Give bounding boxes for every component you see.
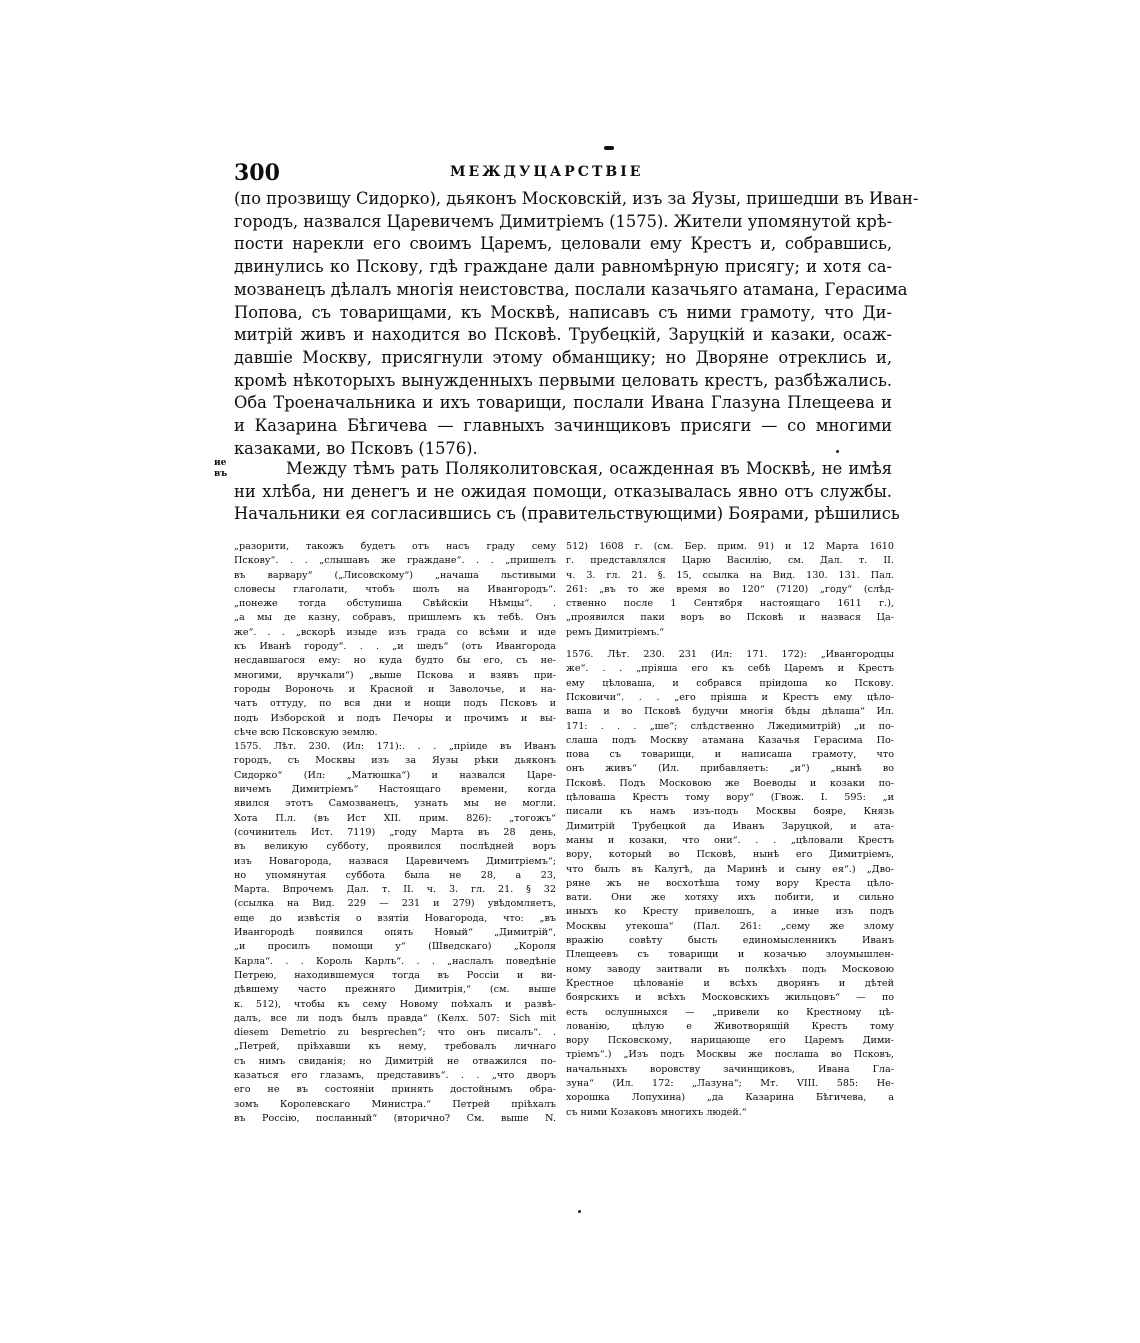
footnote-line: пова съ товарищи, и написаша грамоту, что xyxy=(566,749,894,761)
footnote-line: ряне жъ не восхотѣша тому вору Креста цѣло- xyxy=(566,877,894,889)
footnote-line: Димитрій Трубецкой да Иванъ Заруцкой, и ата- xyxy=(566,820,894,832)
footnote-line: же“. . . „пріяша его къ себѣ Царемъ и Крестъ xyxy=(566,663,894,675)
footnote-line: „разорити, такожъ будетъ отъ насъ граду сему xyxy=(234,541,556,552)
paragraph-line: пости нарекли его своимъ Царемъ, целовали ему Крестъ и, собравшись, xyxy=(234,234,892,254)
running-title: МЕЖДУЦАРСТВІЕ xyxy=(450,164,644,180)
footnote-line: лованію, цѣлую е Животворящій Крестъ тому xyxy=(566,1020,894,1032)
footnote-line: Пскову“. . . „слышавъ же граждане“. . . „пришелъ xyxy=(234,555,556,567)
footnote-line: „Петрей, пріѣхавши къ нему, требовалъ личнаго xyxy=(234,1041,556,1053)
footnote-line: г. представлялся Царю Василію, см. Дал. т. II. xyxy=(566,555,894,567)
footnote-line: Хота П.л. (въ Ист XII. прим. 826): „тогожъ“ xyxy=(234,812,556,824)
footnote-line: цѣловаша Крестъ тому вору“ (Гвож. I. 595: „и xyxy=(566,792,894,804)
footnote-line: ремъ Димитріемъ.“ xyxy=(566,626,665,638)
footnote-line: въ варвару“ („Лисовскому“) „начаша льстивыми xyxy=(234,569,556,581)
footnote-line: многими, вручкали“) „выше Пскова и взявъ при- xyxy=(234,669,556,681)
footnote-line: еще до извѣстія о взятіи Новагорода, что: „въ xyxy=(234,912,556,924)
paragraph-line: Оба Троеначальника и ихъ товарищи, послали Ивана Глазуна Плещеева и xyxy=(234,393,892,413)
footnote-line: ваша и во Псковѣ будучи многія бѣды дѣлаша“ Ил. xyxy=(566,706,894,718)
footnote-line: „проявился паки воръ во Псковѣ и назвася Ца- xyxy=(566,612,894,624)
footnote-line: далъ, все ли подъ былъ правда“ (Келх. 507: Sich mit xyxy=(234,1012,556,1024)
footnote-line: словесы глаголати, чтобъ шолъ на Ивангородъ“. xyxy=(234,583,556,595)
page-number: 300 xyxy=(234,160,280,186)
margin-note: ие въ xyxy=(214,458,228,479)
footnote-line: Псковичи“. . . „его пріяша и Крестъ ему цѣло- xyxy=(566,691,894,703)
footnote-line: вати. Они же хотяху ихъ побити, и сильно xyxy=(566,892,894,904)
footnote-line: вору Псковскому, нарицающе его Царемъ Дими- xyxy=(566,1035,894,1047)
footnote-line: к. 512), чтобы къ сему Новому поѣхалъ и развѣ- xyxy=(234,998,556,1010)
page-header xyxy=(234,160,892,190)
footnote-line: хорошка Лопухина) „да Казарина Бѣгичева, а xyxy=(566,1092,894,1104)
speck xyxy=(578,1210,581,1213)
paragraph-line: городъ, назвался Царевичемъ Димитріемъ (1575). Жители упомянутой крѣ- xyxy=(234,211,893,231)
footnote-line: дѣвшему часто прежняго Димитрія,“ (см. выше xyxy=(234,984,556,996)
footnote-line: 171: . . . „ше“; слѣдственно Лжедимитрій) „и по- xyxy=(566,720,894,732)
footnote-line: но упомянутая суббота была не 28, а 23, xyxy=(234,869,556,881)
footnotes-left-column xyxy=(234,540,556,1126)
footnote-line: (ссылка на Вид. 229 — 231 и 279) увѣдомляетъ, xyxy=(234,898,556,910)
footnote-line: что былъ въ Калугѣ, да Маринѣ и сыну ея“.) „Дво- xyxy=(566,863,894,875)
footnote-line: вичемъ Димитріемъ“ Настоящаго времени, когда xyxy=(234,784,556,796)
footnote-line: вору, который во Псковѣ, нынѣ его Димитріемъ, xyxy=(566,849,894,861)
footnote-line: же“. . . „вскорѣ изыде изъ града со всѣми и иде xyxy=(234,626,556,638)
footnote-line: Петрею, находившемуся тогда въ Россіи и ви- xyxy=(234,969,556,981)
main-paragraph-1 xyxy=(234,188,919,460)
footnote-line: вражію совѣту бысть единомысленникъ Иванъ xyxy=(566,935,894,947)
footnote-line: Ивангородѣ появился опять Новый“ „Димитрій“, xyxy=(234,927,556,939)
footnote-line: ч. 3. гл. 21. §. 15, ссылка на Вид. 130. 131. Пал. xyxy=(566,569,894,581)
footnote-line: начальныхъ воровству зачинщиковъ, Ивана Гла- xyxy=(566,1063,894,1075)
footnotes-right-column xyxy=(566,540,894,1120)
footnote-line: Крестное цѣлованіе и всѣхъ дворянъ и дѣтей xyxy=(566,977,894,989)
footnote-line: онъ живъ“ (Ил. прибавляетъ: „и“) „нынѣ во xyxy=(566,763,894,775)
speck xyxy=(836,450,839,453)
footnote-line: съ нимъ свиданія; но Димитрій не отважился по- xyxy=(234,1055,556,1067)
paragraph-line: казаками, во Псковъ (1576). xyxy=(234,438,478,458)
footnote-line: зомъ Королевскаго Министра.“ Петрей пріѣхалъ xyxy=(234,1098,556,1110)
footnote-line: есть ослушныхся — „привели ко Крестному цѣ- xyxy=(566,1006,894,1018)
footnote-line: изъ Новагорода, назвася Царевичемъ Димитріемъ“; xyxy=(234,855,556,867)
footnote-line: Псковѣ. Подъ Московою же Воеводы и козаки по- xyxy=(566,777,894,789)
footnote-line: 1575. Лѣт. 230. (Ил: 171):. . . „пріиде въ Иванъ xyxy=(234,741,556,753)
paragraph-line: давшіе Москву, присягнули этому обманщику; но Дворяне отреклись и, xyxy=(234,347,892,367)
footnote-line: 261: „въ то же время во 120“ (7120) „году“ (слѣд- xyxy=(566,583,894,595)
footnote-line: Сидорко“ (Ил: „Матюшка“) и назвался Царе- xyxy=(234,769,556,781)
paragraph-line: двинулись ко Пскову, гдѣ граждане дали равномѣрную присягу; и хотя са- xyxy=(234,257,892,277)
footnote-line: маны и козаки, что они“. . . „цѣловали Крестъ xyxy=(566,834,894,846)
paragraph-line: кромѣ нѣкоторыхъ вынужденныхъ первыми целовать крестъ, разбѣжались. xyxy=(234,370,892,390)
footnote-line: въ великую субботу, проявился послѣдней воръ xyxy=(234,841,556,853)
footnote-line: 512) 1608 г. (см. Бер. прим. 91) и 12 Марта 1610 xyxy=(566,541,894,552)
footnote-line: (сочинитель Ист. 7119) „году Марта въ 28 день, xyxy=(234,826,556,838)
footnote-line: тріемъ“.) „Изъ подъ Москвы же послаша во Псковъ, xyxy=(566,1049,894,1061)
footnote-line: Марта. Впрочемъ Дал. т. II. ч. 3. гл. 21. § 32 xyxy=(234,884,556,896)
footnote-line: ственно после 1 Сентября настоящаго 1611 г.), xyxy=(566,598,894,610)
footnote-line: явился этотъ Самозванецъ, узнать мы не могли. xyxy=(234,798,556,810)
footnote-line: къ Иванѣ городу“. . . „и шедъ“ (отъ Ивангорода xyxy=(234,641,556,653)
footnote-line: писали къ намъ изъ-подъ Москвы бояре, Князь xyxy=(566,806,894,818)
footnote-line: несдавшагося ему: но куда будто бы его, съ не- xyxy=(234,655,556,667)
footnote-line: зуна“ (Ил. 172: „Лазуна“; Мт. VIII. 585: Не- xyxy=(566,1077,894,1089)
footnote-line: ему цѣловаша, и собрався пріидоша ко Пскову. xyxy=(566,677,894,689)
footnote-line: Плещеевъ съ товарищи и козачью злоумышлен- xyxy=(566,949,894,961)
footnote-line: Карла“. . . Король Карлъ“. . . „наслалъ поведѣніе xyxy=(234,955,556,967)
top-mark xyxy=(604,146,614,150)
footnote-line: „а мы де казну, собравъ, пришлемъ къ тебѣ. Онъ xyxy=(234,612,556,624)
paragraph-line: (по прозвищу Сидорко), дьяконъ Московскій, изъ за Яузы, пришедши въ Иван- xyxy=(234,189,919,208)
footnote-line: городы Вороночь и Красной и Заволочье, и на- xyxy=(234,683,556,695)
main-paragraph-2 xyxy=(234,458,900,526)
footnote-line: „понеже тогда обступиша Свѣйскіи Нѣмцы“. . xyxy=(234,598,556,610)
footnote-line: слаша подъ Москву атамана Казачья Герасима По- xyxy=(566,734,894,746)
footnote-line: Москвы утекоша“ (Пал. 261: „сему же злому xyxy=(566,920,894,932)
paragraph-line: Между тѣмъ рать Поляколитовская, осажденная въ Москвѣ, не имѣя xyxy=(286,459,892,478)
paragraph-line: мозванецъ дѣлалъ многія неистовства, послали казачьяго атамана, Герасима xyxy=(234,279,908,299)
paragraph-line: Попова, съ товарищами, къ Москвѣ, написавъ съ ними грамоту, что Ди- xyxy=(234,302,892,322)
footnote-line: съ ними Козаковъ многихъ людей.“ xyxy=(566,1106,747,1118)
footnote-line: ному заводу заитвали въ полкѣхъ подъ Московою xyxy=(566,963,894,975)
footnote-line: сѣче всю Псковскую землю. xyxy=(234,726,378,738)
footnote-line: „и просилъ помощи у“ (Шведскаго) „Короля xyxy=(234,941,556,953)
footnote-line: въ Россію, посланный“ (вторично? См. выше N. xyxy=(234,1112,556,1124)
footnote-line: diesem Demetrio zu besprechen“; что онъ писалъ“. . xyxy=(234,1027,556,1039)
footnote-line: чатъ оттуду, по вся дни и нощи подъ Псковъ и xyxy=(234,698,556,710)
paragraph-line: ни хлѣба, ни денегъ и не ожидая помощи, отказывалась явно отъ службы. xyxy=(234,481,892,501)
footnote-gap xyxy=(566,640,894,648)
footnote-line: боярскихъ и всѣхъ Московскихъ жильцовъ“ — по xyxy=(566,992,894,1004)
footnote-line: иныхъ ко Кресту привелошъ, а иные изъ подъ xyxy=(566,906,894,918)
footnote-line: городъ, съ Москвы изъ за Яузы рѣки дьяконъ xyxy=(234,755,556,767)
paragraph-line: Начальники ея согласившись съ (правительствующими) Боярами, рѣшились xyxy=(234,504,900,524)
footnote-line: 1576. Лѣт. 230. 231 (Ил: 171. 172): „Ивангородцы xyxy=(566,649,894,661)
footnote-line: казаться его глазамъ, представивъ“. . . „что дворъ xyxy=(234,1069,556,1081)
paragraph-line: митрій живъ и находится во Псковѣ. Трубецкій, Заруцкій и казаки, осаж- xyxy=(234,325,892,345)
paragraph-line: и Казарина Бѣгичева — главныхъ зачинщиковъ присяги — со многими xyxy=(234,416,892,436)
footnote-line: его не въ состояніи принять достойнымъ обра- xyxy=(234,1084,556,1096)
footnote-line: подъ Изборской и подъ Печоры и прочимъ и вы- xyxy=(234,712,556,724)
